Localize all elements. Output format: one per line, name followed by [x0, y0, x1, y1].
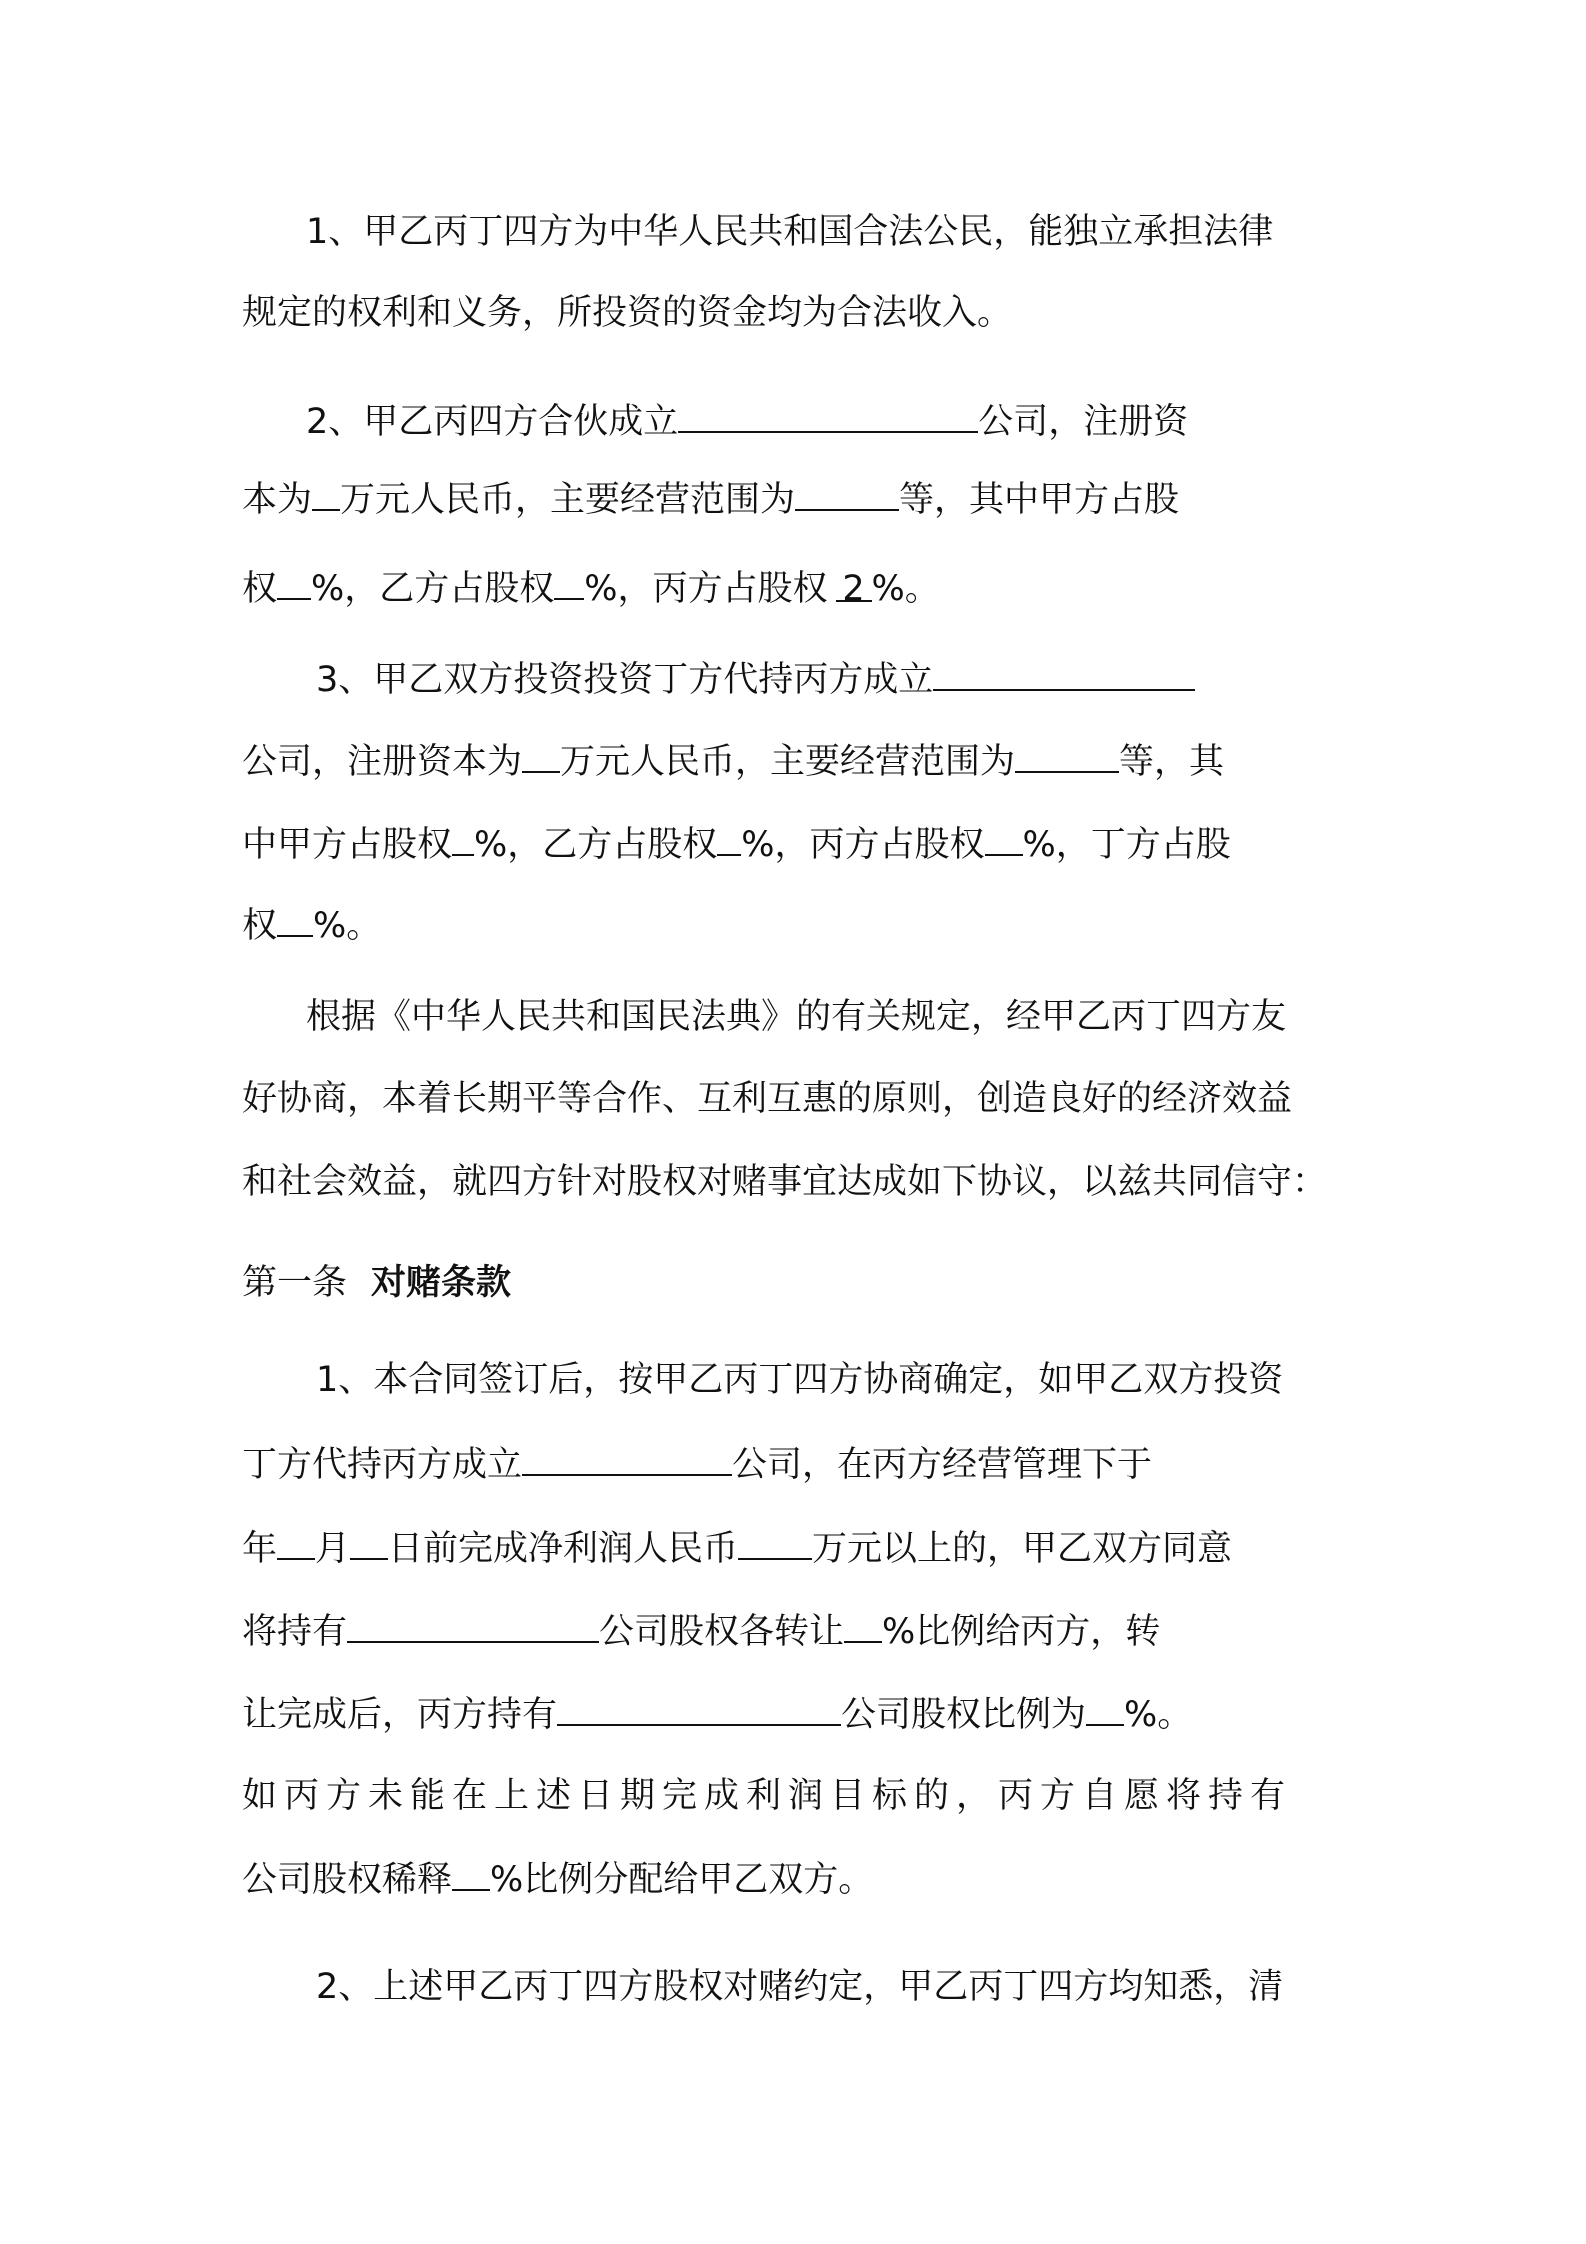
para-2-text: %，丙方占股权 [584, 569, 828, 609]
clause-2-line-1: 2、上述甲乙丙丁四方股权对赌约定，甲乙丙丁四方均知悉，清 [316, 1967, 1284, 2007]
clause-1-text: 公司股权各转让 [599, 1612, 845, 1652]
para-2-text: 等，其中甲方占股 [899, 480, 1180, 520]
dilution-ratio-blank [452, 1853, 490, 1891]
para-2-line-2 [242, 473, 1179, 523]
clause-1-text: 让完成后，丙方持有 [242, 1695, 558, 1735]
para-3-line-2 [242, 735, 1224, 785]
clause-1-text: %比例分配给甲乙双方。 [490, 1860, 874, 1900]
party-b-share-blank [554, 562, 584, 600]
party-a-share-blank [277, 562, 311, 600]
para-3-text: 3、甲乙双方投资投资丁方代持丙方成立 [316, 660, 934, 700]
para-2-text: %。 [871, 569, 940, 609]
business-scope-blank [795, 473, 899, 511]
party-c-ratio-blank [1086, 1688, 1124, 1726]
para-4-line-1: 根据《中华人民共和国民法典》的有关规定，经甲乙丙丁四方友 [306, 997, 1287, 1037]
para-2-text: 权 [242, 569, 278, 609]
party-d-share-blank [277, 899, 313, 937]
clause-1-text: 公司，在丙方经营管理下于 [732, 1445, 1153, 1485]
clause-1-text: %比例给丙方，转 [882, 1612, 1161, 1652]
para-1-line-1: 1、甲乙丙丁四方为中华人民共和国合法公民，能独立承担法律 [306, 212, 1274, 252]
company-name-blank [522, 1438, 732, 1476]
party-a-share-blank [452, 818, 474, 856]
para-3-text: 权 [242, 906, 278, 946]
para-3-text: 中甲方占股权 [242, 825, 453, 865]
para-2-line-1 [306, 395, 1188, 445]
company-name-blank [347, 1605, 599, 1643]
transfer-ratio-blank [844, 1605, 882, 1643]
article-1-heading [242, 1258, 511, 1308]
para-2-text: 万元人民币，主要经营范围为 [340, 480, 796, 520]
month-blank [350, 1522, 388, 1560]
year-blank [277, 1522, 315, 1560]
para-3-line-3 [242, 818, 1231, 868]
para-3-line-1 [316, 653, 1195, 703]
company-name-blank [933, 653, 1195, 691]
clause-1-text: 月 [315, 1529, 351, 1569]
para-2-text: 2、甲乙丙四方合伙成立 [306, 402, 679, 442]
para-4-line-2: 好协商，本着长期平等合作、互利互惠的原则，创造良好的经济效益 [242, 1079, 1293, 1119]
clause-1-text: %。 [1124, 1695, 1193, 1735]
article-number: 第一条 [242, 1263, 348, 1303]
company-name-blank [557, 1688, 841, 1726]
para-3-text: %。 [313, 906, 382, 946]
clause-1-line-3 [242, 1522, 1232, 1572]
para-2-line-3 [242, 562, 940, 612]
para-2-text: 本为 [242, 480, 313, 520]
para-2-text: %，乙方占股权 [311, 569, 555, 609]
para-3-text: %，丁方占股 [1022, 825, 1231, 865]
party-c-share-blank: 2 [836, 564, 872, 602]
para-3-text: %，丙方占股权 [741, 825, 985, 865]
company-name-blank [678, 395, 978, 433]
para-1-line-2: 规定的权利和义务，所投资的资金均为合法收入。 [242, 293, 1013, 333]
clause-1-line-4 [242, 1605, 1160, 1655]
para-3-text: 万元人民币，主要经营范围为 [560, 742, 1016, 782]
clause-1-line-1: 1、本合同签订后，按甲乙丙丁四方协商确定，如甲乙双方投资 [316, 1360, 1284, 1400]
party-c-share-blank [985, 818, 1023, 856]
clause-1-text: 公司股权比例为 [841, 1695, 1087, 1735]
clause-1-line-2 [242, 1438, 1152, 1488]
clause-1-text: 年 [242, 1529, 278, 1569]
capital-blank [312, 473, 340, 511]
clause-1-text: 将持有 [242, 1612, 348, 1652]
para-2-text: 公司，注册资 [978, 402, 1189, 442]
para-3-text: 等，其 [1119, 742, 1225, 782]
capital-blank [522, 735, 560, 773]
para-4-line-3: 和社会效益，就四方针对股权对赌事宜达成如下协议，以兹共同信守： [242, 1162, 1328, 1202]
net-profit-blank [738, 1522, 812, 1560]
clause-1-text: 丁方代持丙方成立 [242, 1445, 523, 1485]
para-3-line-4 [242, 899, 381, 949]
para-3-text: 公司，注册资本为 [242, 742, 523, 782]
clause-1-line-5 [242, 1688, 1192, 1738]
clause-1-text: 万元以上的，甲乙双方同意 [812, 1529, 1233, 1569]
article-title: 对赌条款 [371, 1263, 512, 1303]
clause-1-text: 日前完成净利润人民币 [388, 1529, 739, 1569]
clause-1-line-6: 如丙方未能在上述日期完成利润目标的，丙方自愿将持有 [242, 1776, 1293, 1816]
party-b-share-blank [717, 818, 741, 856]
clause-1-line-7 [242, 1853, 873, 1903]
para-3-text: %，乙方占股权 [474, 825, 718, 865]
clause-1-text: 公司股权稀释 [242, 1860, 453, 1900]
business-scope-blank [1015, 735, 1119, 773]
